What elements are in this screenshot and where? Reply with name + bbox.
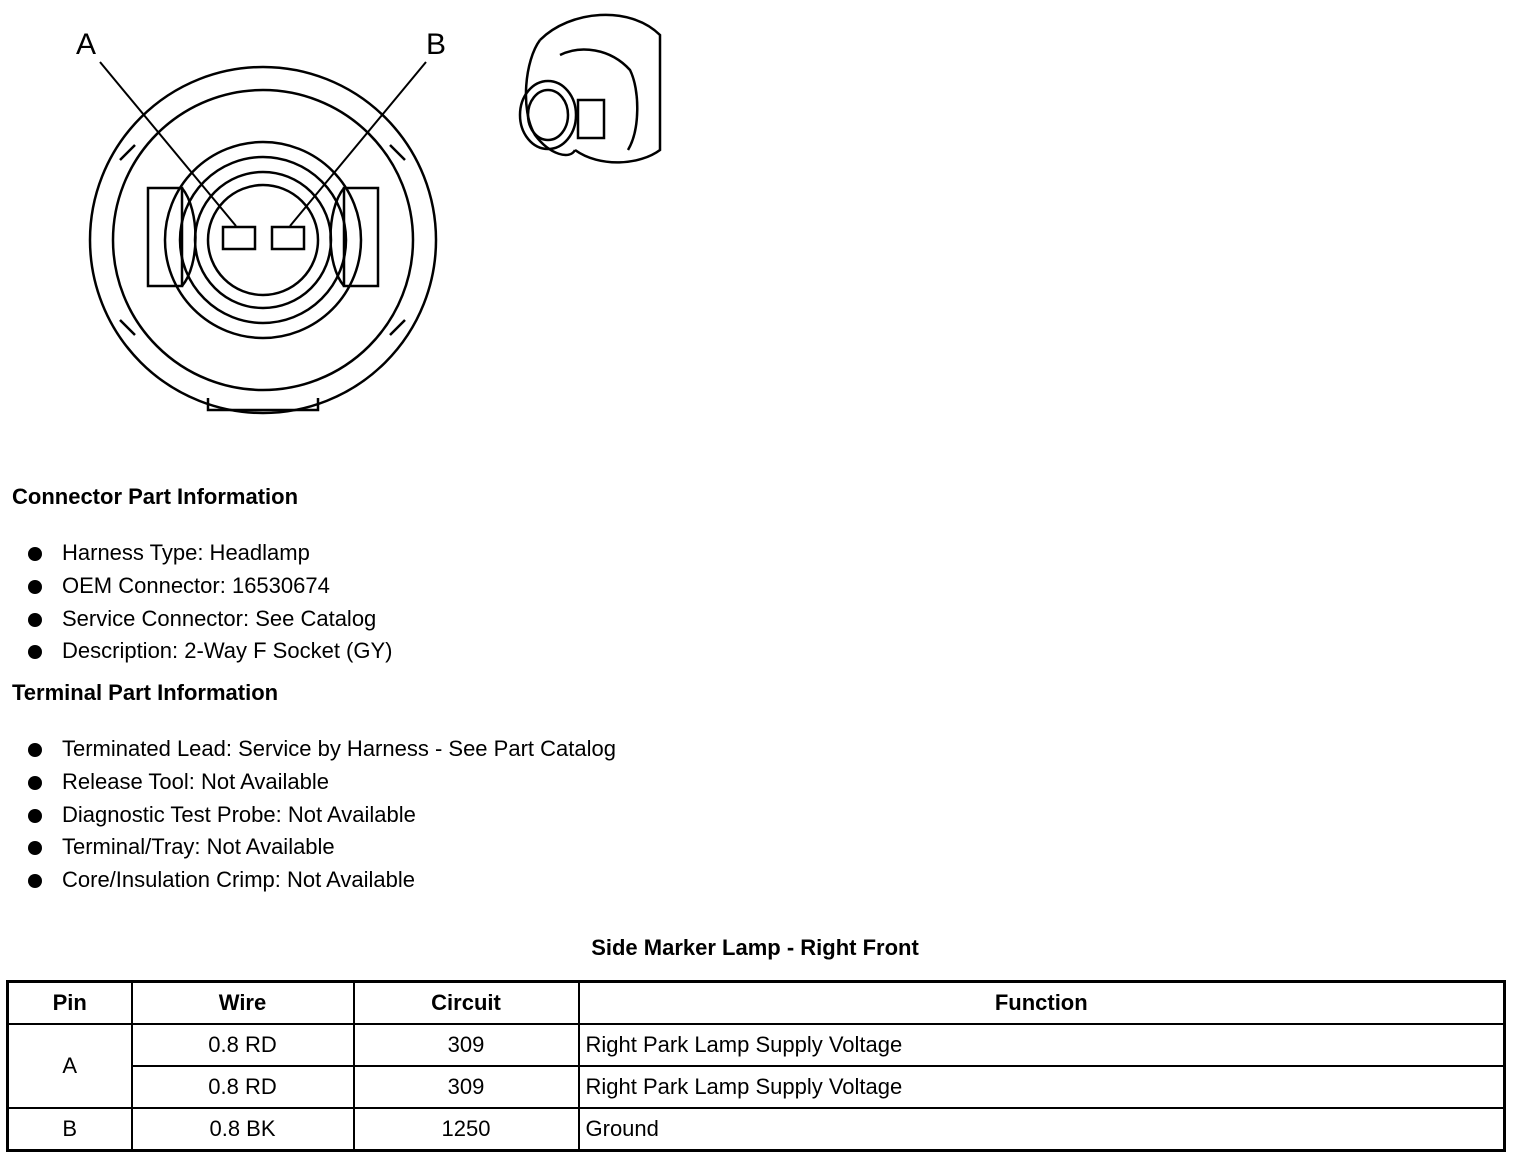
pin-a-label: A bbox=[76, 28, 97, 61]
function-cell: Right Park Lamp Supply Voltage bbox=[579, 1066, 1505, 1108]
bullet-icon bbox=[28, 874, 42, 888]
bullet-icon bbox=[28, 547, 42, 561]
bullet-icon bbox=[28, 743, 42, 757]
circuit-cell: 1250 bbox=[354, 1108, 579, 1151]
list-item-text: Core/Insulation Crimp: Not Available bbox=[62, 867, 415, 893]
list-item bbox=[28, 766, 616, 799]
table-title: Side Marker Lamp - Right Front bbox=[591, 935, 919, 960]
connector-section-title: Connector Part Information bbox=[12, 484, 299, 509]
socket-perspective-drawing bbox=[520, 15, 660, 163]
list-item-text: OEM Connector: 16530674 bbox=[62, 572, 330, 598]
list-item-text: Diagnostic Test Probe: Not Available bbox=[62, 801, 416, 827]
wire-cell: 0.8 BK bbox=[132, 1108, 354, 1151]
bullet-icon bbox=[28, 613, 42, 627]
list-item bbox=[28, 603, 392, 636]
list-item-text: Service Connector: See Catalog bbox=[62, 605, 377, 631]
list-item bbox=[28, 864, 616, 897]
list-item-text: Harness Type: Headlamp bbox=[62, 540, 310, 565]
table-header-row bbox=[8, 982, 1505, 1025]
connector-diagram bbox=[0, 0, 700, 440]
pinout-table bbox=[6, 980, 1506, 1152]
wire-cell: 0.8 RD bbox=[132, 1066, 354, 1108]
terminal-info-list bbox=[28, 733, 616, 897]
bullet-icon bbox=[28, 841, 42, 855]
circuit-cell: 309 bbox=[354, 1066, 579, 1108]
table-row bbox=[8, 1108, 1505, 1151]
header-pin: Pin bbox=[8, 982, 132, 1025]
list-item-text: Description: 2-Way F Socket (GY) bbox=[62, 638, 393, 664]
bullet-icon bbox=[28, 580, 42, 594]
list-item bbox=[28, 537, 392, 570]
bullet-icon bbox=[28, 645, 42, 659]
pin-b-label: B bbox=[426, 28, 447, 61]
table-row bbox=[8, 1066, 1505, 1108]
function-cell: Right Park Lamp Supply Voltage bbox=[579, 1024, 1505, 1066]
list-item bbox=[28, 733, 616, 766]
list-item-text: Terminated Lead: Service by Harness - See Part Catalog bbox=[62, 736, 616, 761]
list-item bbox=[28, 799, 616, 832]
list-item bbox=[28, 635, 392, 668]
list-item bbox=[28, 570, 392, 603]
header-circuit: Circuit bbox=[354, 982, 579, 1025]
bullet-icon bbox=[28, 809, 42, 823]
connector-info-list bbox=[28, 537, 392, 668]
header-function: Function bbox=[579, 982, 1505, 1025]
circuit-cell: 309 bbox=[354, 1024, 579, 1066]
bullet-icon bbox=[28, 776, 42, 790]
table-row bbox=[8, 1024, 1505, 1066]
connector-face-drawing bbox=[0, 0, 700, 440]
wire-cell: 0.8 RD bbox=[132, 1024, 354, 1066]
list-item-text: Release Tool: Not Available bbox=[62, 768, 330, 794]
pin-cell: B bbox=[8, 1108, 132, 1151]
list-item bbox=[28, 831, 616, 864]
terminal-section-title: Terminal Part Information bbox=[12, 680, 279, 705]
header-wire: Wire bbox=[132, 982, 354, 1025]
list-item-text: Terminal/Tray: Not Available bbox=[62, 834, 335, 860]
function-cell: Ground bbox=[579, 1108, 1505, 1151]
pin-cell: A bbox=[8, 1024, 132, 1108]
